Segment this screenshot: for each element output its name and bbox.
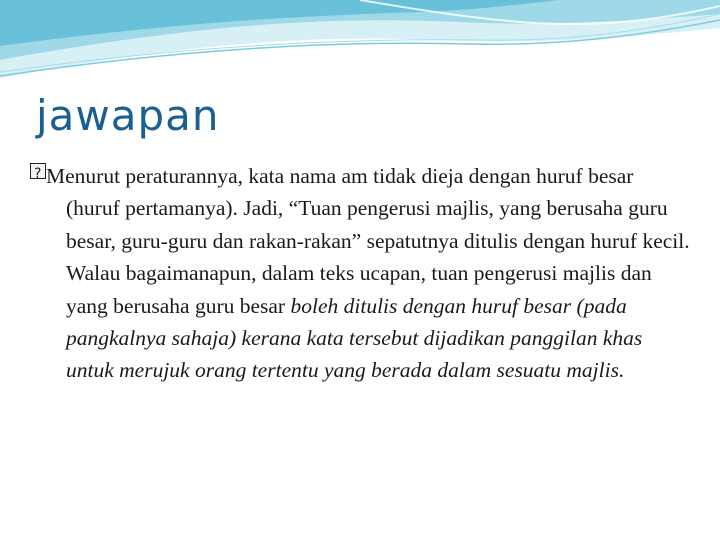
slide-body xyxy=(30,160,690,387)
header-wave-decoration xyxy=(0,0,720,90)
body-paragraph xyxy=(30,160,690,387)
replacement-glyph-icon xyxy=(30,163,46,179)
slide-title: jawapan xyxy=(36,91,220,140)
paragraph-italic-text: boleh ditulis dengan huruf besar (pada pangkalnya sahaja) kerana kata tersebut dijadikan panggilan khas untuk merujuk orang tertentu yang berada dalam sesuatu majlis. xyxy=(66,293,643,383)
paragraph-text: Menurut peraturannya, kata nama am tidak dieja dengan huruf besar (huruf pertamanya). Jadi, “Tuan pengerusi majlis, yang berusaha guru besar, guru-guru dan rakan-rakan” sepatutnya ditulis dengan huruf kecil. Walau bagaimanapun, dalam teks ucapan, tuan pengerusi majlis dan yang berusaha guru besar xyxy=(46,164,690,318)
